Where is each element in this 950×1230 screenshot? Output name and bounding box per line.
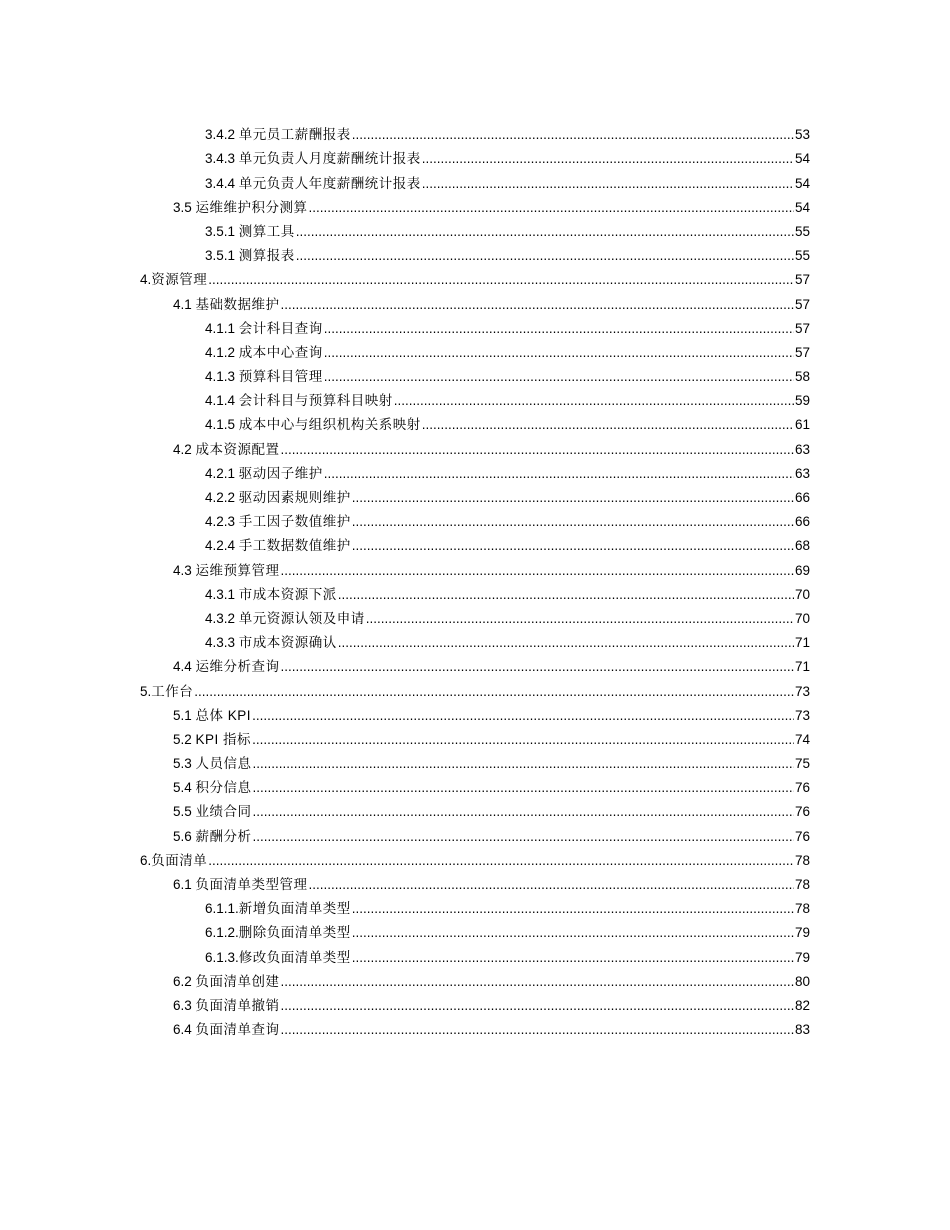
toc-entry-page-number: 57 xyxy=(794,320,810,336)
table-of-contents xyxy=(140,119,810,1038)
dot-leader xyxy=(366,611,794,627)
toc-entry-title: 资源管理 xyxy=(151,272,208,288)
dot-leader xyxy=(208,272,794,288)
toc-entry-number: 4.1.5 xyxy=(205,417,236,433)
toc-entry-page-number: 54 xyxy=(794,151,810,167)
toc-entry-number: 3.5.1 xyxy=(205,248,236,264)
dot-leader xyxy=(194,684,794,700)
toc-entry-page-number: 63 xyxy=(794,441,810,457)
toc-entry-page-number: 55 xyxy=(794,223,810,239)
toc-entry[interactable] xyxy=(140,917,810,941)
toc-entry-title: 成本资源配置 xyxy=(195,441,280,457)
toc-entry-title: 运维预算管理 xyxy=(195,562,280,578)
toc-entry[interactable] xyxy=(140,288,810,312)
toc-entry-page-number: 74 xyxy=(794,731,810,747)
toc-entry[interactable] xyxy=(140,990,810,1014)
toc-entry-number: 5.3 xyxy=(173,756,192,772)
toc-entry[interactable] xyxy=(140,772,810,796)
toc-entry-number: 4.1.4 xyxy=(205,393,236,409)
toc-entry-number: 5.1 xyxy=(173,707,192,723)
dot-leader xyxy=(253,804,794,820)
dot-leader xyxy=(281,442,794,458)
dot-leader xyxy=(253,829,794,845)
dot-leader xyxy=(352,127,794,143)
toc-entry-number: 4.1.3 xyxy=(205,369,236,385)
toc-entry-number: 4. xyxy=(140,272,152,288)
toc-entry-page-number: 57 xyxy=(794,296,810,312)
toc-entry-title: 运维分析查询 xyxy=(195,659,280,675)
toc-entry-title: 负面清单撤销 xyxy=(195,997,280,1013)
toc-entry-page-number: 76 xyxy=(794,828,810,844)
toc-entry-title: 业绩合同 xyxy=(195,804,252,820)
toc-entry-number: 5. xyxy=(140,683,152,699)
toc-entry-number: 3.5.1 xyxy=(205,223,236,239)
toc-entry-number: 6.1.1. xyxy=(205,901,239,917)
toc-entry[interactable] xyxy=(140,458,810,482)
toc-entry[interactable] xyxy=(140,941,810,965)
toc-entry[interactable] xyxy=(140,675,810,699)
toc-entry-page-number: 68 xyxy=(794,538,810,554)
toc-entry[interactable] xyxy=(140,167,810,191)
toc-entry[interactable] xyxy=(140,530,810,554)
toc-entry-title: 成本中心查询 xyxy=(238,344,323,360)
toc-entry-page-number: 71 xyxy=(794,635,810,651)
toc-entry[interactable] xyxy=(140,579,810,603)
toc-entry[interactable] xyxy=(140,482,810,506)
toc-entry-number: 3.4.4 xyxy=(205,175,236,191)
toc-entry-title: 单元资源认领及申请 xyxy=(238,610,365,626)
toc-entry-number: 5.4 xyxy=(173,780,192,796)
dot-leader xyxy=(324,345,794,361)
dot-leader xyxy=(208,853,794,869)
toc-entry[interactable] xyxy=(140,724,810,748)
toc-entry-number: 4.1 xyxy=(173,296,192,312)
toc-entry-title: 单元负责人月度薪酬统计报表 xyxy=(238,151,421,167)
toc-entry-title: 单元负责人年度薪酬统计报表 xyxy=(238,175,421,191)
toc-entry-page-number: 53 xyxy=(794,127,810,143)
toc-entry-number: 6.4 xyxy=(173,1022,192,1038)
toc-entry[interactable] xyxy=(140,240,810,264)
toc-entry-page-number: 73 xyxy=(794,707,810,723)
dot-leader xyxy=(352,490,794,506)
toc-entry-title: 积分信息 xyxy=(195,780,252,796)
toc-entry[interactable] xyxy=(140,651,810,675)
toc-entry-page-number: 70 xyxy=(794,610,810,626)
toc-entry-number: 6. xyxy=(140,852,152,868)
toc-entry-title: 成本中心与组织机构关系映射 xyxy=(238,417,421,433)
toc-entry[interactable] xyxy=(140,966,810,990)
dot-leader xyxy=(352,538,794,554)
toc-entry[interactable] xyxy=(140,433,810,457)
toc-entry[interactable] xyxy=(140,264,810,288)
toc-entry-title: 运维维护积分测算 xyxy=(195,199,308,215)
toc-entry-page-number: 76 xyxy=(794,804,810,820)
toc-entry-title: 负面清单查询 xyxy=(195,1022,280,1038)
toc-entry[interactable] xyxy=(140,554,810,578)
dot-leader xyxy=(296,224,794,240)
dot-leader xyxy=(281,563,794,579)
toc-entry-page-number: 63 xyxy=(794,465,810,481)
toc-entry[interactable] xyxy=(140,119,810,143)
toc-entry-title: 薪酬分析 xyxy=(195,828,252,844)
toc-entry[interactable] xyxy=(140,192,810,216)
toc-entry[interactable] xyxy=(140,143,810,167)
toc-entry-page-number: 78 xyxy=(794,877,810,892)
dot-leader xyxy=(422,151,794,167)
toc-entry-title: 测算工具 xyxy=(238,223,295,239)
toc-entry-number: 5.5 xyxy=(173,804,192,820)
dot-leader xyxy=(281,659,794,675)
toc-entry-title: KPI 指标 xyxy=(195,731,252,747)
toc-entry-page-number: 73 xyxy=(794,683,810,699)
toc-entry-page-number: 79 xyxy=(794,925,810,941)
toc-entry-title: 会计科目查询 xyxy=(238,320,323,336)
dot-leader xyxy=(324,466,794,482)
dot-leader xyxy=(252,732,794,748)
toc-entry-page-number: 57 xyxy=(794,344,810,360)
toc-entry-title: 驱动因素规则维护 xyxy=(238,490,351,505)
toc-entry[interactable] xyxy=(140,216,810,240)
toc-entry-page-number: 66 xyxy=(794,490,810,505)
toc-entry-page-number: 78 xyxy=(794,901,810,917)
toc-entry-page-number: 66 xyxy=(794,514,810,530)
toc-entry[interactable] xyxy=(140,313,810,337)
toc-entry-number: 4.3 xyxy=(173,562,192,578)
toc-entry-number: 4.2.3 xyxy=(205,514,236,530)
toc-entry-number: 4.2.2 xyxy=(205,490,236,505)
toc-entry-number: 4.2.1 xyxy=(205,465,236,481)
toc-entry-number: 6.3 xyxy=(173,997,192,1013)
toc-entry-number: 4.1.1 xyxy=(205,320,236,336)
toc-entry-title: 负面清单 xyxy=(151,852,208,868)
dot-leader xyxy=(352,925,794,941)
dot-leader xyxy=(309,877,794,893)
toc-entry-number: 4.3.2 xyxy=(205,610,236,626)
dot-leader xyxy=(253,756,794,772)
toc-entry-number: 6.1.2. xyxy=(205,925,239,941)
toc-entry-page-number: 83 xyxy=(794,1022,810,1038)
toc-entry-page-number: 58 xyxy=(794,369,810,385)
toc-entry-title: 工作台 xyxy=(151,683,194,699)
dot-leader xyxy=(281,297,794,313)
toc-entry-number: 3.5 xyxy=(173,199,192,215)
toc-entry-page-number: 75 xyxy=(794,756,810,772)
toc-entry-title: 修改负面清单类型 xyxy=(238,949,351,965)
toc-entry[interactable] xyxy=(140,700,810,724)
toc-entry[interactable] xyxy=(140,820,810,844)
dot-leader xyxy=(252,708,794,724)
toc-entry-number: 4.1.2 xyxy=(205,344,236,360)
toc-entry-number: 5.6 xyxy=(173,828,192,844)
toc-entry[interactable] xyxy=(140,845,810,869)
toc-entry-title: 会计科目与预算科目映射 xyxy=(238,393,393,409)
dot-leader xyxy=(352,514,794,530)
toc-entry-title: 新增负面清单类型 xyxy=(238,901,351,917)
toc-entry-title: 人员信息 xyxy=(195,756,252,772)
dot-leader xyxy=(338,635,794,651)
toc-entry[interactable] xyxy=(140,385,810,409)
dot-leader xyxy=(338,587,794,603)
toc-entry-number: 3.4.2 xyxy=(205,127,236,143)
dot-leader xyxy=(352,950,794,966)
dot-leader xyxy=(352,901,794,917)
toc-entry-page-number: 70 xyxy=(794,586,810,602)
toc-entry[interactable] xyxy=(140,627,810,651)
dot-leader xyxy=(253,780,794,796)
toc-entry-title: 市成本资源下派 xyxy=(238,586,337,602)
toc-entry[interactable] xyxy=(140,409,810,433)
dot-leader xyxy=(296,248,794,264)
dot-leader xyxy=(281,998,794,1014)
toc-entry[interactable] xyxy=(140,796,810,820)
dot-leader xyxy=(324,321,794,337)
toc-entry[interactable] xyxy=(140,603,810,627)
dot-leader xyxy=(394,393,794,409)
toc-entry[interactable] xyxy=(140,1014,810,1038)
toc-entry[interactable] xyxy=(140,748,810,772)
toc-entry[interactable] xyxy=(140,506,810,530)
toc-entry-number: 4.3.1 xyxy=(205,586,236,602)
toc-entry-page-number: 57 xyxy=(794,272,810,288)
toc-entry-title: 手工因子数值维护 xyxy=(238,514,351,530)
toc-entry[interactable] xyxy=(140,361,810,385)
toc-entry-page-number: 69 xyxy=(794,562,810,578)
toc-entry-title: 删除负面清单类型 xyxy=(238,925,351,941)
toc-entry-number: 4.4 xyxy=(173,659,192,675)
toc-entry-title: 测算报表 xyxy=(238,248,295,264)
toc-entry[interactable] xyxy=(140,893,810,917)
toc-entry-page-number: 76 xyxy=(794,780,810,796)
toc-entry-title: 负面清单类型管理 xyxy=(195,877,308,892)
toc-entry-page-number: 80 xyxy=(794,973,810,989)
toc-entry-title: 市成本资源确认 xyxy=(238,635,337,651)
toc-entry-page-number: 79 xyxy=(794,949,810,965)
dot-leader xyxy=(324,369,794,385)
toc-entry-number: 4.3.3 xyxy=(205,635,236,651)
toc-entry-title: 总体 KPI xyxy=(195,707,252,723)
toc-entry-title: 预算科目管理 xyxy=(238,369,323,385)
toc-entry-title: 单元员工薪酬报表 xyxy=(238,127,351,143)
dot-leader xyxy=(281,974,794,990)
toc-entry-number: 3.4.3 xyxy=(205,151,236,167)
dot-leader xyxy=(422,417,794,433)
toc-entry-number: 6.1.3. xyxy=(205,949,239,965)
toc-entry-number: 4.2 xyxy=(173,441,192,457)
toc-entry-page-number: 55 xyxy=(794,248,810,264)
toc-entry-number: 6.2 xyxy=(173,973,192,989)
toc-entry-page-number: 71 xyxy=(794,659,810,675)
toc-entry[interactable] xyxy=(140,337,810,361)
toc-entry-page-number: 82 xyxy=(794,997,810,1013)
toc-entry-number: 6.1 xyxy=(173,877,192,892)
toc-entry-title: 基础数据维护 xyxy=(195,296,280,312)
dot-leader xyxy=(422,176,794,192)
toc-entry-number: 5.2 xyxy=(173,731,192,747)
toc-entry-title: 驱动因子维护 xyxy=(238,465,323,481)
dot-leader xyxy=(281,1022,794,1038)
toc-entry-page-number: 54 xyxy=(794,199,810,215)
dot-leader xyxy=(309,200,794,216)
toc-entry-number: 4.2.4 xyxy=(205,538,236,554)
toc-entry-page-number: 61 xyxy=(794,417,810,433)
toc-entry-page-number: 78 xyxy=(794,852,810,868)
toc-entry-page-number: 59 xyxy=(794,393,810,409)
toc-entry[interactable] xyxy=(140,869,810,893)
toc-entry-title: 手工数据数值维护 xyxy=(238,538,351,554)
toc-entry-title: 负面清单创建 xyxy=(195,973,280,989)
toc-entry-page-number: 54 xyxy=(794,175,810,191)
